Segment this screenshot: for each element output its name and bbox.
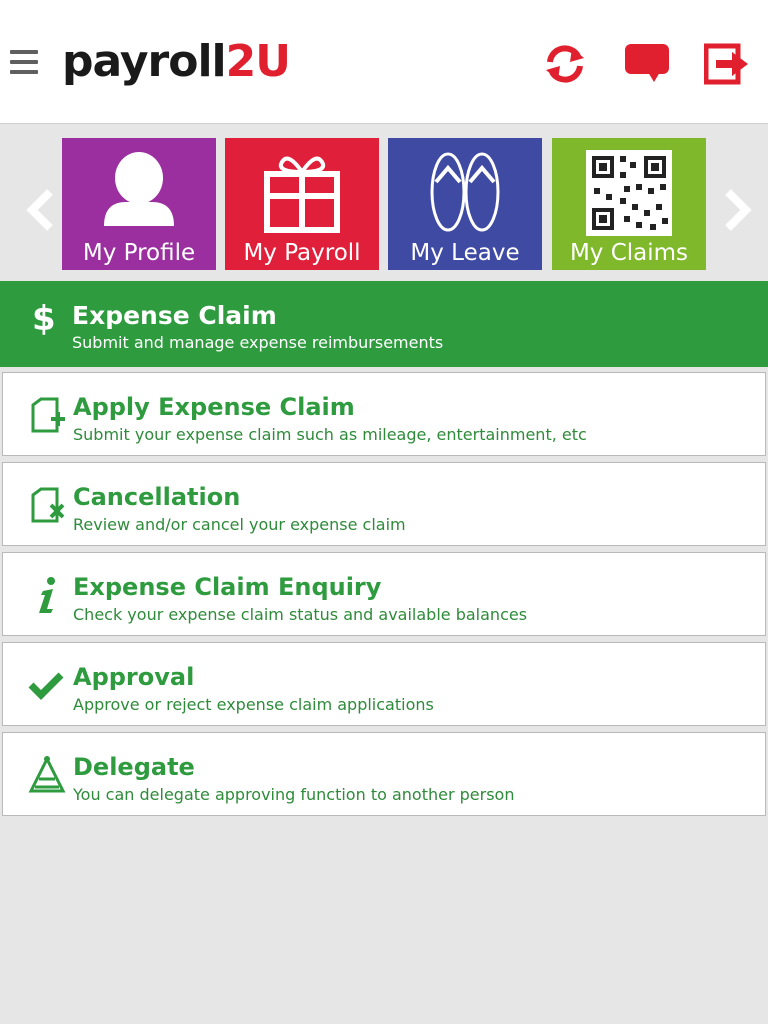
section-title: Expense Claim bbox=[72, 301, 277, 330]
menu-item-approval[interactable]: Approval Approve or reject expense claim applications bbox=[2, 642, 766, 726]
dollar-icon: $ bbox=[32, 299, 56, 339]
app-header bbox=[0, 0, 768, 124]
expense-claim-header bbox=[0, 281, 768, 367]
menu-item-cancellation[interactable]: Cancellation Review and/or cancel your expense claim bbox=[2, 462, 766, 546]
section-subtitle: Submit and manage expense reimbursements bbox=[72, 333, 444, 352]
carousel-next-icon[interactable] bbox=[720, 186, 756, 234]
checkmark-icon bbox=[27, 665, 67, 705]
cancel-document-icon bbox=[27, 485, 67, 525]
add-document-icon bbox=[27, 395, 67, 435]
menu-item-delegate[interactable]: Delegate You can delegate approving function to another person bbox=[2, 732, 766, 816]
user-icon bbox=[94, 148, 184, 238]
gift-icon bbox=[257, 148, 347, 238]
menu-item-apply-expense-claim[interactable]: Apply Expense Claim Submit your expense claim such as mileage, entertainment, etc bbox=[2, 372, 766, 456]
logout-icon[interactable] bbox=[704, 42, 750, 86]
menu-item-expense-claim-enquiry[interactable]: Expense Claim Enquiry Check your expense claim status and available balances bbox=[2, 552, 766, 636]
carousel-prev-icon[interactable] bbox=[22, 186, 58, 234]
quick-links-carousel bbox=[0, 124, 768, 280]
tile-my-leave[interactable]: My Leave bbox=[388, 138, 542, 270]
qr-code-icon bbox=[584, 148, 674, 238]
flip-flops-icon bbox=[420, 148, 510, 238]
tile-my-claims[interactable]: My Claims bbox=[552, 138, 706, 270]
hamburger-menu-icon[interactable] bbox=[10, 50, 38, 78]
app-logo: payroll2U bbox=[62, 36, 290, 87]
tile-my-profile[interactable]: My Profile bbox=[62, 138, 216, 270]
refresh-icon[interactable] bbox=[542, 42, 588, 86]
info-icon bbox=[27, 575, 67, 615]
party-hat-icon bbox=[27, 755, 67, 795]
tile-my-payroll[interactable]: My Payroll bbox=[225, 138, 379, 270]
chat-icon[interactable] bbox=[624, 42, 670, 86]
